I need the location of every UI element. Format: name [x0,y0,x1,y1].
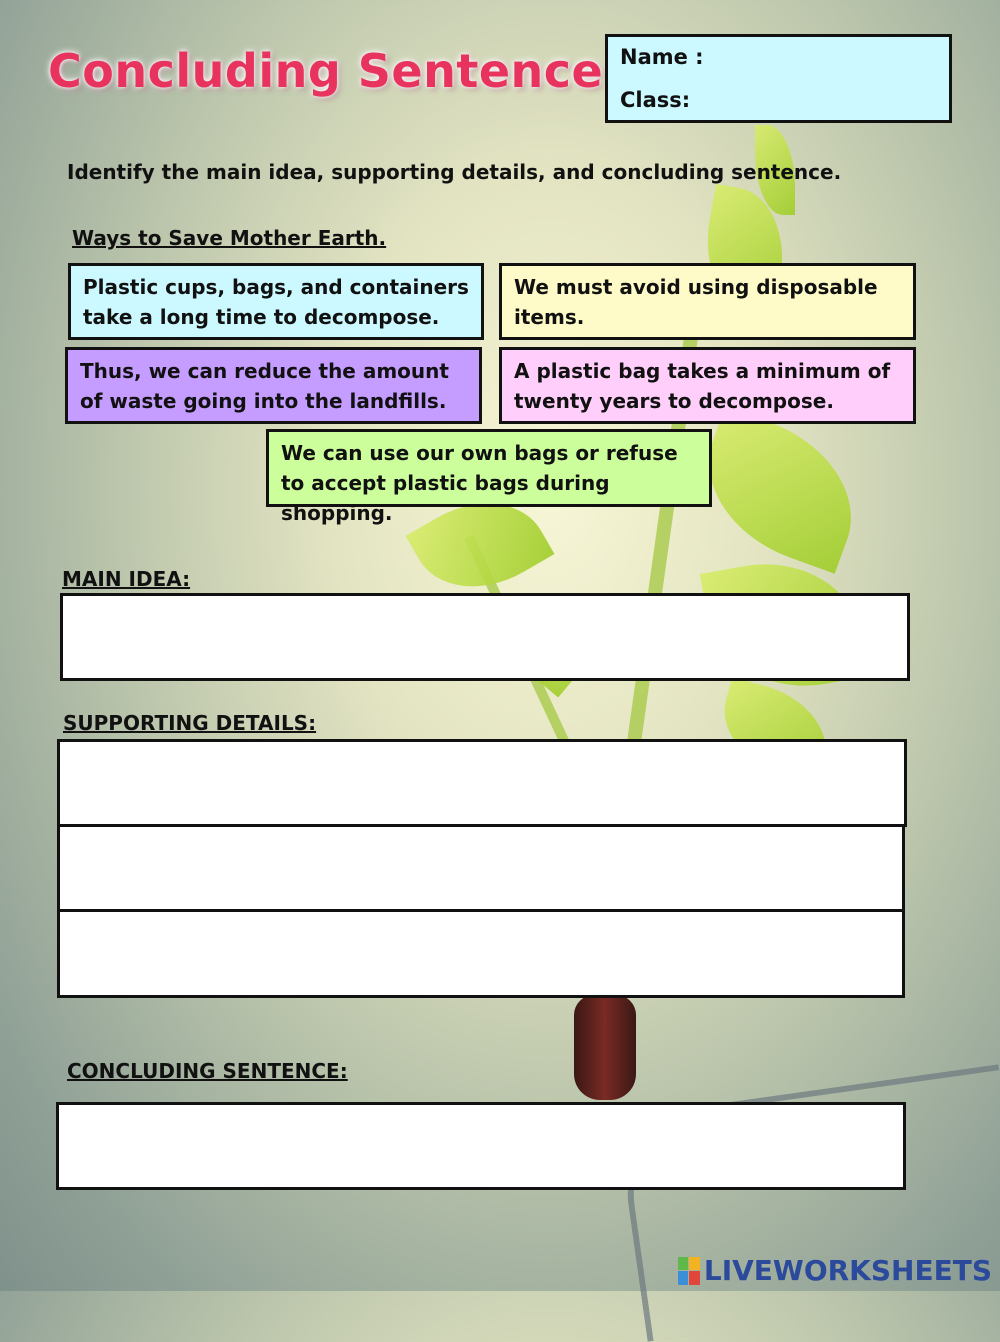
sentence-card-text: We can use our own bags or refuse to accept plastic bags during shopping. [281,441,678,525]
logo-icon-square-v [678,1271,689,1285]
liveworksheets-logo [678,1254,992,1287]
concluding-sentence-label: CONCLUDING SENTENCE: [67,1059,348,1083]
sentence-card-text: Thus, we can reduce the amount of waste going into the landfills. [80,359,449,413]
concluding-sentence-dropzone[interactable] [56,1102,906,1190]
supporting-detail-dropzone-2[interactable] [57,824,905,912]
name-label: Name : [620,45,704,69]
page-title: Concluding Sentence [48,44,604,98]
sentence-card-text: Plastic cups, bags, and containers take a long time to decompose. [83,275,469,329]
sentence-card-5[interactable] [266,429,712,525]
logo-icon-square-e [689,1271,700,1285]
name-class-box[interactable] [605,34,952,123]
main-idea-label: MAIN IDEA: [62,567,191,591]
sentence-card-3[interactable] [65,347,482,424]
logo-text: LIVEWORKSHEETS [703,1254,992,1287]
supporting-detail-dropzone-3[interactable] [57,909,905,998]
sentence-card-2[interactable] [499,263,916,340]
sentence-card-1[interactable] [68,263,484,340]
sentence-card-text: A plastic bag takes a minimum of twenty years to decompose. [514,359,891,413]
sentence-card-4[interactable] [499,347,916,424]
logo-icon-square-l [678,1257,689,1271]
supporting-details-label: SUPPORTING DETAILS: [63,711,317,735]
sentence-card-text: We must avoid using disposable items. [514,275,878,329]
passage-title: Ways to Save Mother Earth. [72,226,387,250]
logo-icon-square-i [689,1257,700,1271]
supporting-detail-dropzone-1[interactable] [57,739,907,827]
liveworksheets-logo-icon [678,1257,700,1285]
instruction-text: Identify the main idea, supporting details, and concluding sentence. [67,160,842,184]
main-idea-dropzone[interactable] [60,593,910,681]
class-label: Class: [620,88,691,112]
